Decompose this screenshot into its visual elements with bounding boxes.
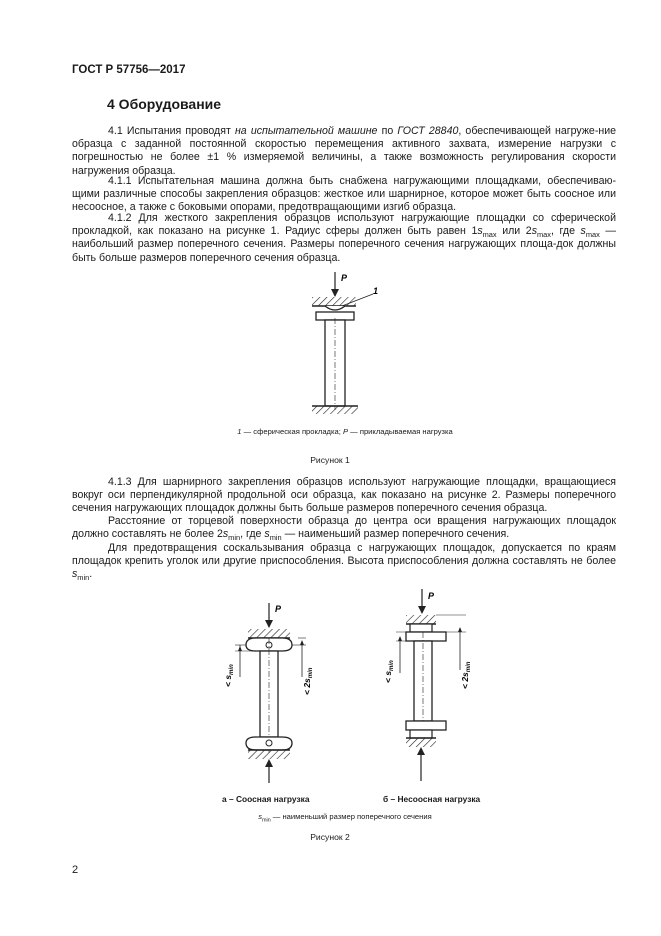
figure-2a-caption: а – Соосная нагрузка — [222, 794, 310, 804]
figure-2-title: Рисунок 2 — [310, 832, 350, 842]
page-number: 2 — [72, 864, 79, 876]
svg-text:< 2smin: < $2s_{min}$ — [460, 661, 472, 689]
figure-1-title: Рисунок 1 — [310, 455, 350, 465]
document-header: ГОСТ Р 57756—2017 — [72, 64, 186, 76]
paragraph-slip-prevention: Для предотвращения соскальзывания образца с нагружающих площадок, допускается по краям площадок крепить уголок или другие приспособления. Высота приспособления должна составлять не более $s_{min}$. — [72, 542, 616, 583]
figure-2a-coaxial — [223, 603, 314, 783]
paragraph-4-1-1: 4.1.1 Испытательная машина должна быть снабжена нагружающими площадками, обеспечиваю-щими различные способы закрепления образцов: жесткое или шарнирное, которое может быть соосное или несоосное, а также с боковыми опорами, предотвращающими изгиб образца. — [72, 175, 616, 214]
figure-1-diagram — [290, 270, 400, 420]
svg-text:< smin: < $s_{min}$ — [223, 664, 235, 687]
svg-text:< 2smin: < $2s_{min}$ — [302, 667, 314, 695]
figure-1-legend: 1 — сферическая прокладка; P — прикладываемая нагрузка — [237, 427, 453, 436]
figure-1-label-1: 1 — [373, 286, 379, 296]
svg-text:< smin: < $s_{min}$ — [383, 660, 395, 683]
figure-1-label-p: P — [341, 273, 348, 283]
figure-2b-dim-large: < 2s — [460, 672, 470, 689]
figure-2b-caption: б – Несоосная нагрузка — [383, 794, 481, 804]
figure-2b-label-p: P — [428, 591, 435, 601]
figure-2-legend: $s_{min}$ — наименьший размер поперечного сечения — [258, 812, 432, 824]
figure-2b-dim-small: < s — [383, 670, 393, 683]
section-title: 4 Оборудование — [107, 96, 222, 112]
paragraph-rotation-distance: Расстояние от торцевой поверхности образца до центра оси вращения нагружающих площадок должно составлять не более $2s_{min}$, где $s_{min}$ — наименьший размер поперечного сечения. — [72, 515, 616, 543]
figure-2a-dim-small: < s — [223, 674, 233, 687]
figure-2a-label-p: P — [275, 604, 282, 614]
paragraph-4-1: 4.1 Испытания проводят на испытательной машине по ГОСТ 28840, обеспечивающей нагруже-ние образца с заданной постоянной скоростью перемещения активного захвата, измерение нагрузки с погрешностью не более ±1 % измеряемой величины, а также возможность регулирования скорости нагружения образца. — [72, 125, 617, 177]
figure-2a-dim-large: < 2s — [302, 678, 312, 695]
paragraph-4-1-3: 4.1.3 Для шарнирного закрепления образцов используют нагружающие площадки, вращающиеся вокруг оси перпендикулярной продольной оси образца, как показано на рисунке 2. Размеры поперечного сечения нагружающих площадок должны быть больше размеров поперечного сечения образца. — [72, 476, 616, 515]
paragraph-4-1-2: 4.1.2 Для жесткого закрепления образцов используют нагружающие площадки со сферической прокладкой, как показано на рисунке 1. Радиус сферы должен быть равен $1s_{max}$ или $2s_{max}$, где $s_{max}$ — наибольший размер поперечного сечения. Размеры поперечного сечения нагружающих площа-док должны быть больше размеров поперечного сечения образца. — [72, 212, 616, 264]
figure-2b-non-coaxial — [383, 589, 472, 781]
figure-2-diagram — [210, 585, 500, 785]
